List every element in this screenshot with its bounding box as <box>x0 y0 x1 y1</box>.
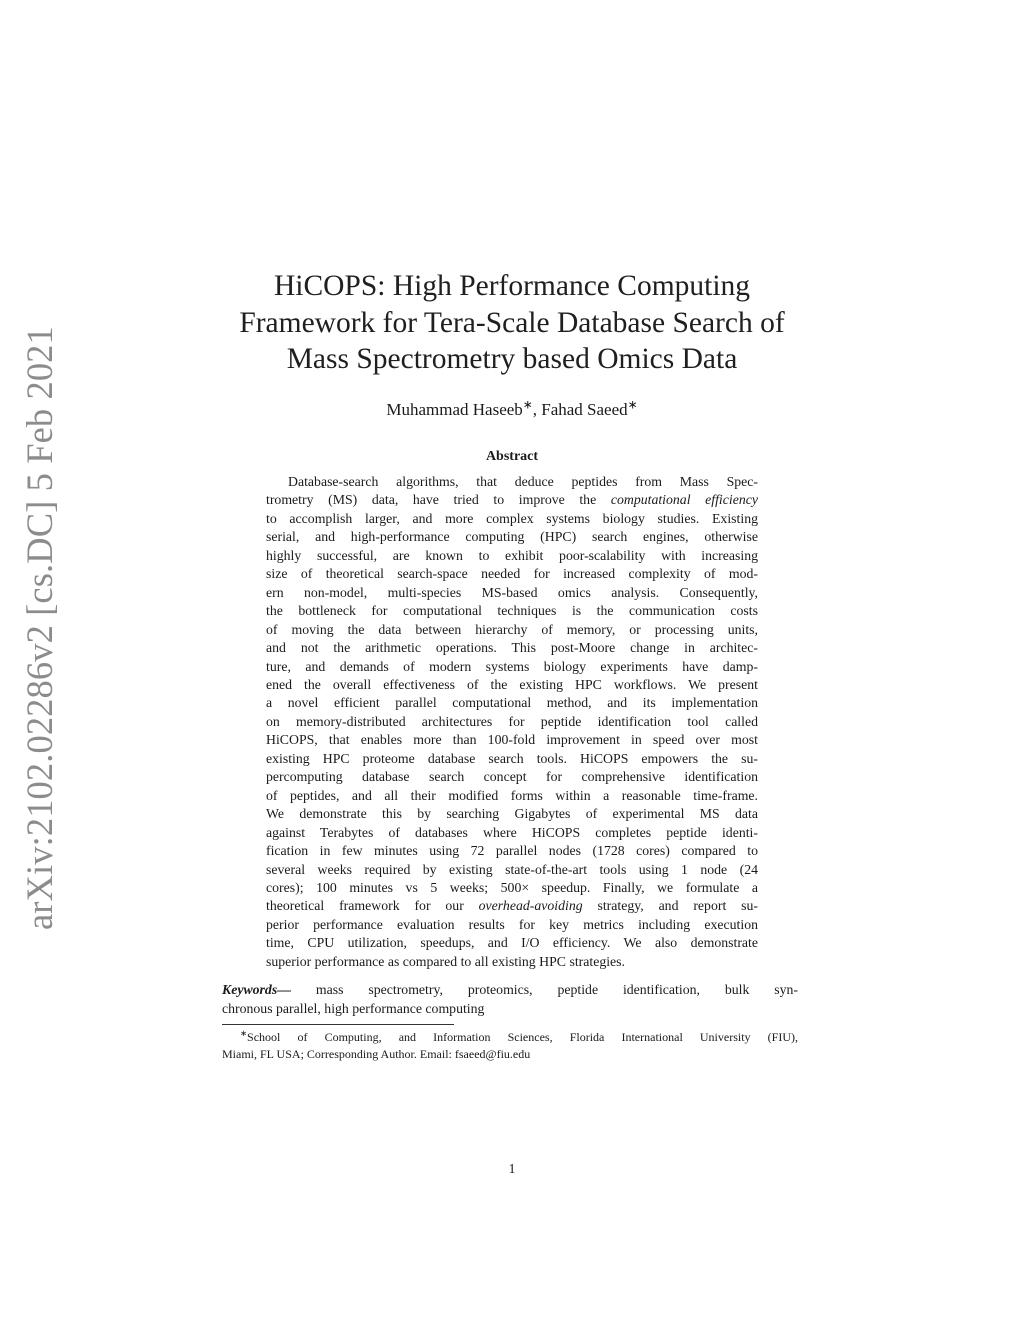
affiliation-mark: ∗ <box>522 397 533 412</box>
abstract-line: cores); 100 minutes vs 5 weeks; 500× speedup. Finally, we formulate a <box>266 879 758 895</box>
abstract-line: several weeks required by existing state-of-the-art tools using 1 node (24 <box>266 861 758 877</box>
title-line: HiCOPS: High Performance Computing <box>273 270 751 302</box>
keywords-line <box>222 981 798 1000</box>
abstract-emphasis: computational efficiency <box>610 492 758 508</box>
abstract-line: fication in few minutes using 72 parallel nodes (1728 cores) compared to <box>266 843 758 859</box>
abstract-line: perior performance evaluation results for key metrics including execution <box>266 916 758 932</box>
arxiv-identifier-stamp: arXiv:2102.02286v2 [cs.DC] 5 Feb 2021 <box>19 326 60 930</box>
abstract-line: ened the overall effectiveness of the existing HPC workflows. We present <box>266 676 758 692</box>
title-line: Mass Spectrometry based Omics Data <box>286 343 738 375</box>
abstract-line <box>266 897 758 915</box>
abstract-line: against Terabytes of databases where HiCOPS completes peptide identi- <box>266 824 758 840</box>
keywords-text: mass spectrometry, proteomics, peptide identification, bulk syn- <box>315 982 799 997</box>
abstract-text: trometry (MS) data, have tried to improve the <box>266 492 611 508</box>
abstract-line: time, CPU utilization, speedups, and I/O efficiency. We also demonstrate <box>266 935 758 951</box>
abstract-line: Database-search algorithms, that deduce peptides from Mass Spec- <box>288 474 758 489</box>
keywords <box>222 981 798 1018</box>
abstract-line: ern non-model, multi-species MS-based omics analysis. Consequently, <box>266 584 758 600</box>
abstract-text: strategy, and report su- <box>582 898 758 914</box>
footnote-line: Miami, FL USA; Corresponding Author. Email: fsaeed@fiu.edu <box>222 1047 531 1061</box>
abstract-line: superior performance as compared to all existing HPC strategies. <box>266 953 625 969</box>
abstract-line: existing HPC proteome database search tools. HiCOPS empowers the su- <box>266 750 758 766</box>
abstract-line: serial, and high-performance computing (HPC) search engines, otherwise <box>266 529 758 545</box>
affiliation-footnote <box>222 1029 798 1063</box>
abstract-line: to accomplish larger, and more complex systems biology studies. Existing <box>266 510 758 526</box>
abstract-line: HiCOPS, that enables more than 100-fold improvement in speed over most <box>266 732 758 748</box>
abstract-line: size of theoretical search-space needed for increased complexity of mod- <box>266 566 758 582</box>
title-line: Framework for Tera-Scale Database Search of <box>239 306 785 339</box>
abstract-body <box>266 473 758 971</box>
abstract-line: a novel efficient parallel computational method, and its implementation <box>266 695 758 711</box>
abstract-line: and not the arithmetic operations. This post-Moore change in architec- <box>266 640 758 656</box>
abstract-text: theoretical framework for our <box>266 898 479 914</box>
abstract-line: the bottleneck for computational techniques is the communication costs <box>266 603 758 619</box>
author-name: Muhammad Haseeb <box>386 400 523 419</box>
footnote-mark: ∗ <box>240 1029 248 1038</box>
page-number: 1 <box>508 1162 516 1177</box>
abstract-line: ture, and demands of modern systems biology experiments have damp- <box>266 658 758 674</box>
footnote-text: School of Computing, and Information Sciences, Florida International University (FIU), <box>247 1030 798 1044</box>
abstract-line: percomputing database search concept for comprehensive identification <box>266 769 758 785</box>
author-separator: , <box>532 400 542 419</box>
keywords-label: Keywords— <box>222 982 291 997</box>
abstract-line: highly successful, are known to exhibit poor-scalability with increasing <box>266 547 758 563</box>
footnote-rule <box>222 1024 454 1025</box>
abstract-emphasis: overhead-avoiding <box>478 898 583 914</box>
paper-title <box>200 268 824 378</box>
keywords-line: chronous parallel, high performance computing <box>222 1000 485 1016</box>
abstract-line: of peptides, and all their modified forms within a reasonable time-frame. <box>266 787 758 803</box>
abstract-line: We demonstrate this by searching Gigabytes of experimental MS data <box>266 806 758 822</box>
author-name: Fahad Saeed <box>541 400 628 419</box>
author-list <box>200 397 824 420</box>
abstract-line <box>266 491 758 509</box>
abstract-line: on memory-distributed architectures for peptide identification tool called <box>266 713 758 729</box>
abstract-line: of moving the data between hierarchy of memory, or processing units, <box>266 621 758 637</box>
affiliation-mark: ∗ <box>627 397 638 412</box>
footnote-line <box>222 1029 798 1046</box>
abstract-heading: Abstract <box>485 449 539 464</box>
